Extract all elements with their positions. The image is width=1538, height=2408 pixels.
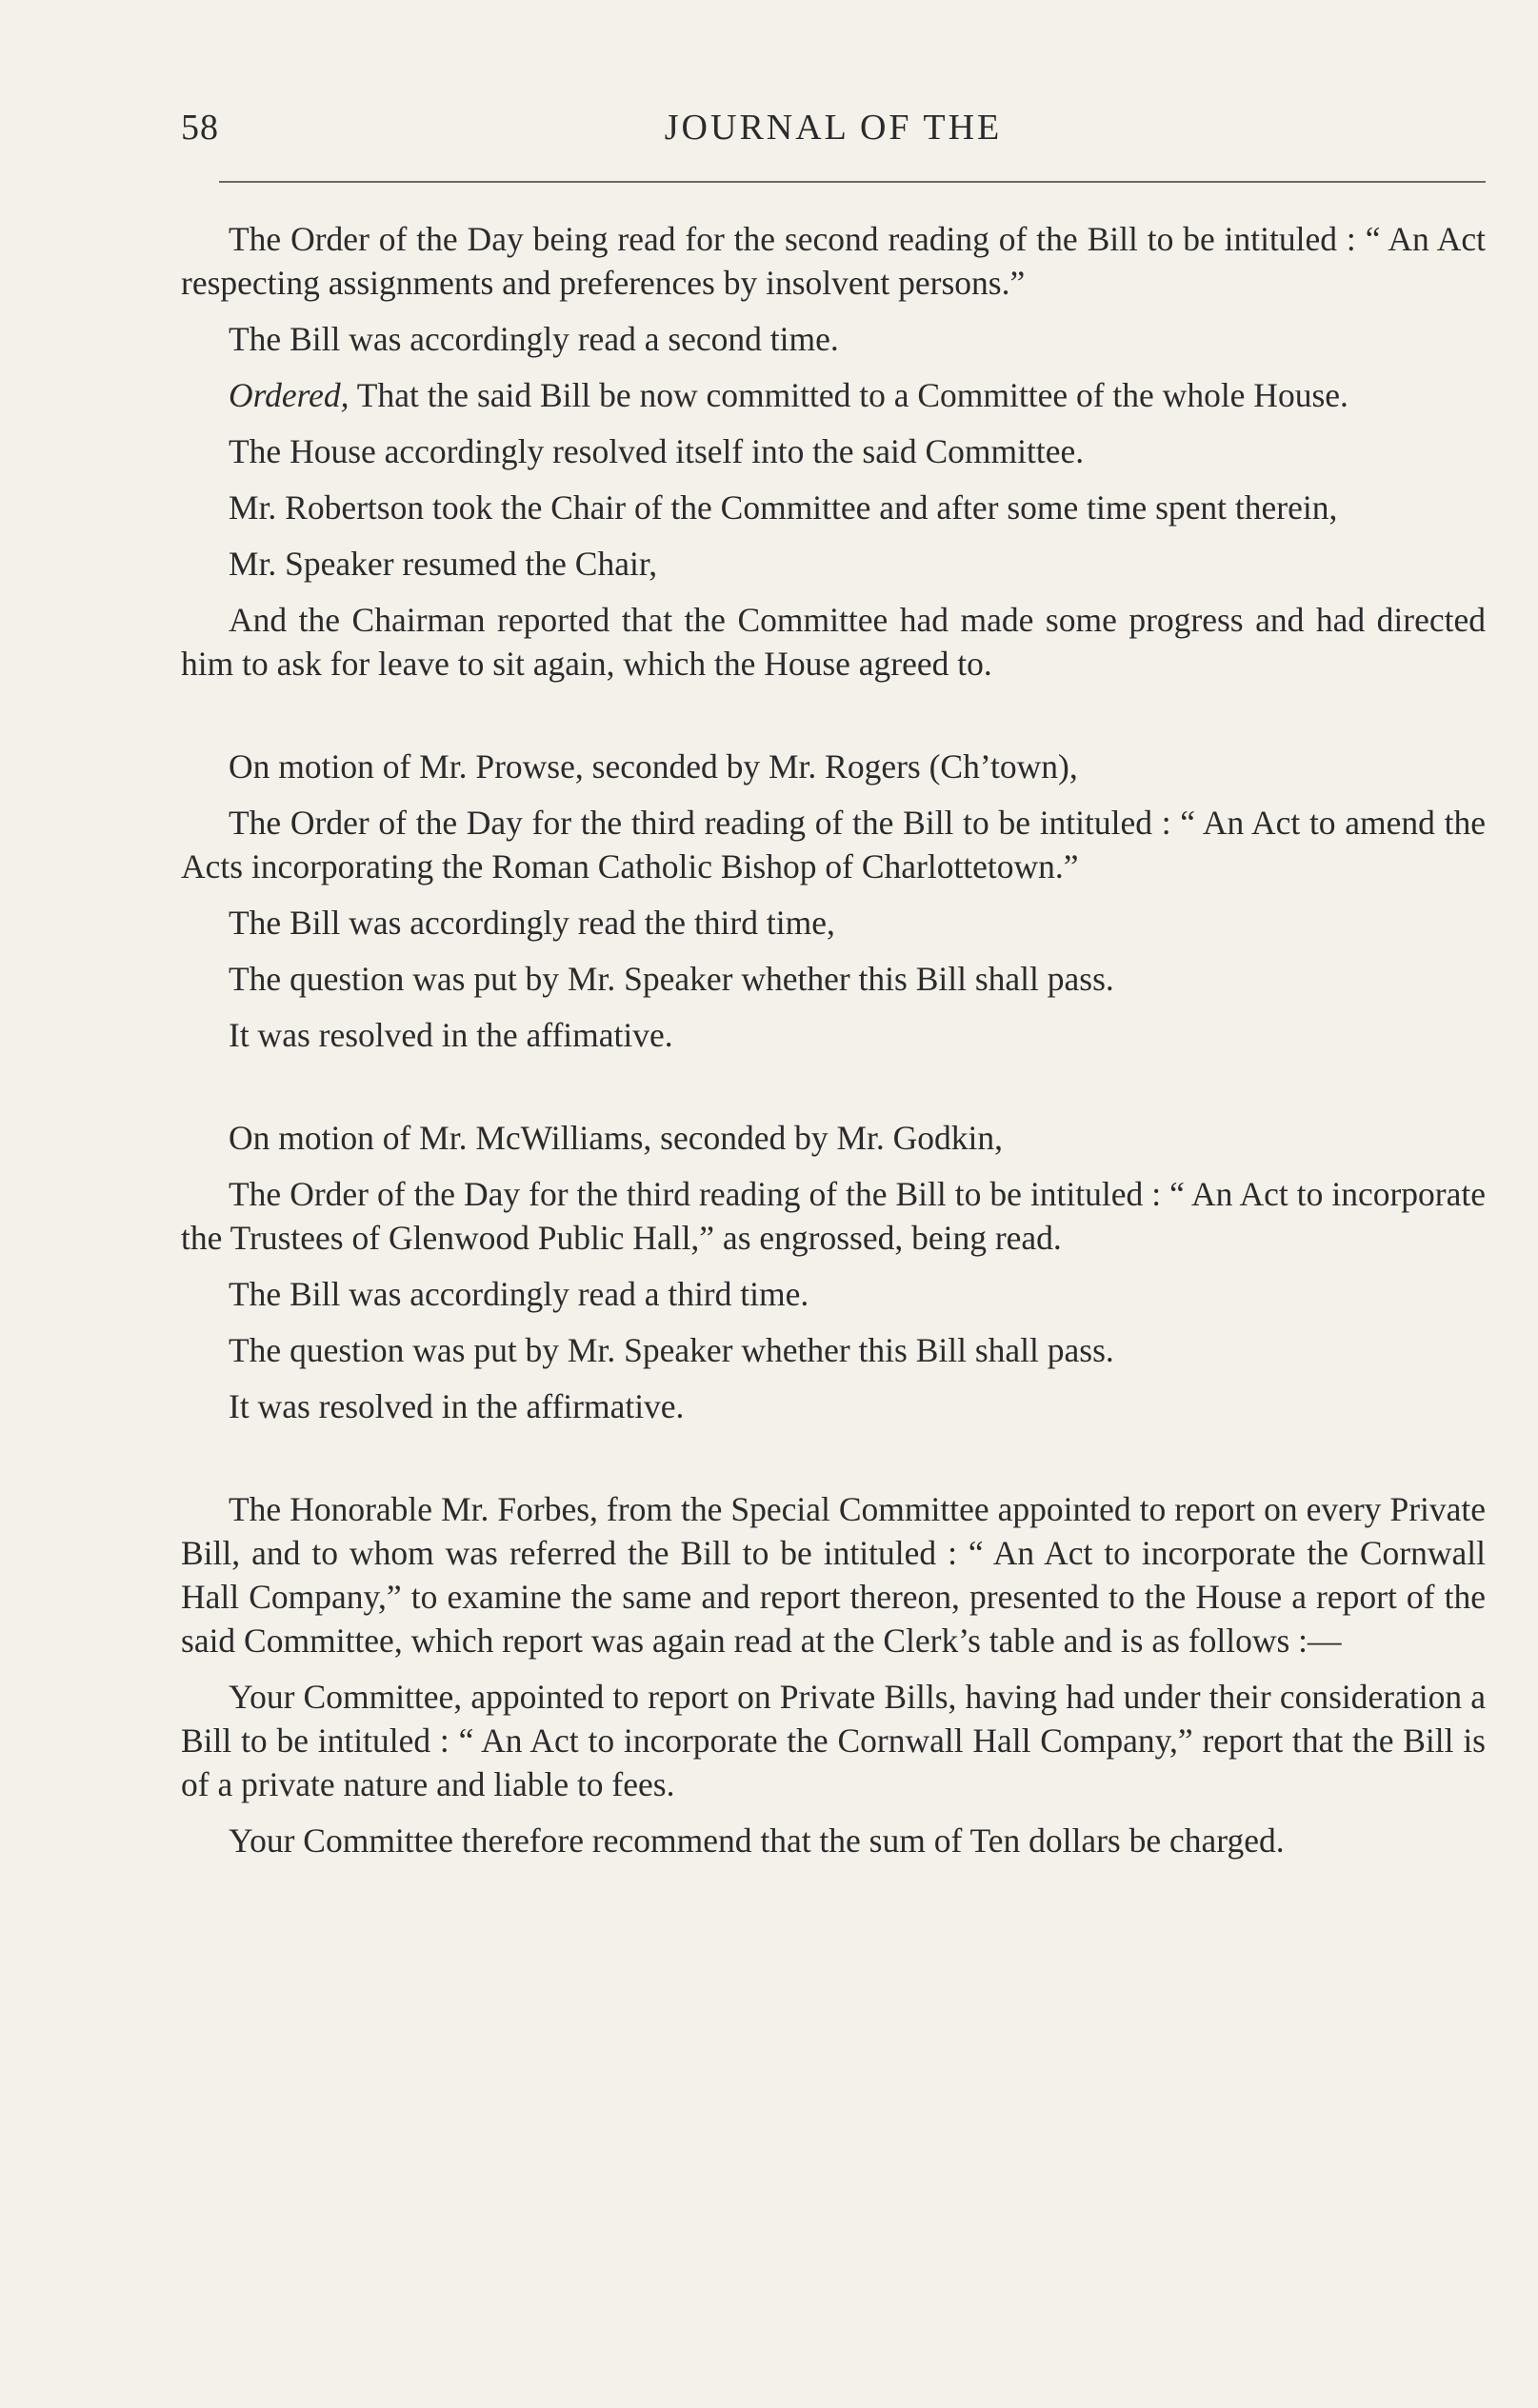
paragraph-motion-mcwilliams: On motion of Mr. McWilliams, seconded by Mr. Godkin, (229, 1119, 1004, 1157)
paragraph-resolved-2: It was resolved in the affirmative. (229, 1387, 685, 1425)
header-rule (219, 181, 1486, 183)
paragraph-question-put: The question was put by Mr. Speaker whether this Bill shall pass. (229, 960, 1114, 998)
paragraph-chairman-reported: And the Chairman reported that the Committee had made some progress and had directed him to ask for leave to sit again, which the House agreed to. (181, 601, 1486, 683)
paragraph-motion-prowse: On motion of Mr. Prowse, seconded by Mr. Rogers (Ch’town), (229, 747, 1078, 786)
paragraph-third-reading-bishop: The Order of the Day for the third reading of the Bill to be intituled : “ An Act to amend the Acts incorporating the Roman Catholic Bishop of Charlottetown.” (181, 804, 1486, 886)
journal-body (181, 217, 1486, 1875)
paragraph-second-reading-order: The Order of the Day being read for the second reading of the Bill to be intituled : “ An Act respecting assignments and preferences by insolvent persons.” (181, 220, 1486, 302)
paragraph-speaker-resumed: Mr. Speaker resumed the Chair, (229, 545, 658, 583)
paragraph-committee-consideration: Your Committee, appointed to report on Private Bills, having had under their consideration a Bill to be intituled : “ An Act to incorporate the Cornwall Hall Company,” report that the Bill is of a private nature and liable to fees. (181, 1678, 1486, 1803)
paragraph-forbes-report: The Honorable Mr. Forbes, from the Special Committee appointed to report on every Private Bill, and to whom was referred the Bill to be intituled : “ An Act to incorporate the Cornwall Hall Company,” to examine the same and report thereon, presented to the House a report of the said Committee, which report was again read at the Clerk’s table and is as follows :— (181, 1490, 1486, 1660)
paragraph-read-third-time-2: The Bill was accordingly read a third time. (229, 1275, 809, 1313)
paragraph-robertson-chair: Mr. Robertson took the Chair of the Committee and after some time spent therein, (229, 488, 1338, 527)
ordered-italic: Ordered, (229, 376, 350, 414)
page-number: 58 (181, 108, 219, 148)
paragraph-house-resolved: The House accordingly resolved itself into the said Committee. (229, 432, 1085, 470)
page-header (181, 107, 1486, 164)
paragraph-ordered-committed: Ordered, That the said Bill be now committed to a Committee of the whole House. (229, 376, 1348, 414)
paragraph-second-reading-done: The Bill was accordingly read a second time. (229, 320, 839, 358)
paragraph-committee-recommend: Your Committee therefore recommend that the sum of Ten dollars be charged. (229, 1821, 1285, 1860)
paragraph-read-third-time: The Bill was accordingly read the third time, (229, 904, 835, 942)
paragraph-third-reading-glenwood: The Order of the Day for the third reading of the Bill to be intituled : “ An Act to incorporate the Trustees of Glenwood Public Hall,” as engrossed, being read. (181, 1175, 1486, 1257)
paragraph-resolved: It was resolved in the affimative. (229, 1016, 673, 1054)
paragraph-question-put-2: The question was put by Mr. Speaker whether this Bill shall pass. (229, 1331, 1114, 1369)
running-head: JOURNAL OF THE (664, 108, 1003, 148)
